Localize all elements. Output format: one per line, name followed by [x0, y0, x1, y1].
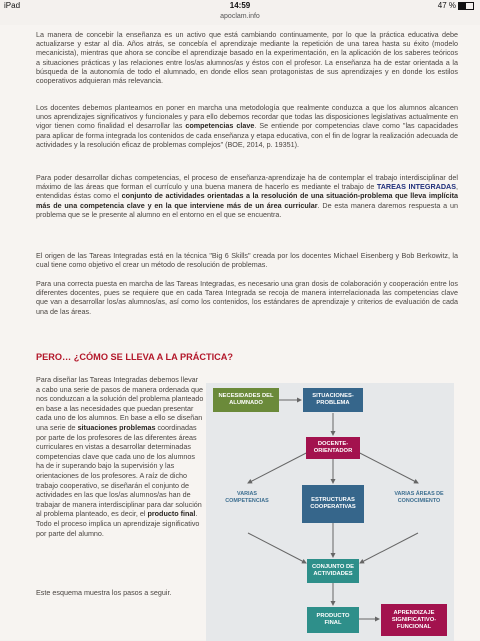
docente-node: DOCENTE-ORIENTADOR — [306, 437, 360, 459]
producto-node: PRODUCTO FINAL — [307, 607, 359, 633]
left-column-text: Para diseñar las Tareas Integradas debemos llevar a cabo una serie de pasos de manera ordenada que nos conduzcan a la solución del problema planteado en base a las necesidades que puedan presentar cada uno de los alumnos. En base a ello se diseñan una serie de situaciones problemas coordinadas por parte de los profesores de las diferentes áreas curriculares en vistas a desarrollar determinadas competencias clave que cada uno de los alumnos ha de ir superando bajo la supervisión y las orientaciones de los profesores. A raíz de dicho trabajo cooperativo, se diseñarán el conjunto de actividades en las que los/as alumnos/as han de trabajar de manera interdisciplinar para dar solución al problema planteado, es decir, el producto final. Todo el proceso implica un aprendizaje significativo por parte del alumno. — [36, 375, 204, 538]
battery-percent: 47 % — [437, 1, 456, 10]
necesidades-node: NECESIDADES DEL ALUMNADO — [213, 388, 279, 412]
battery-icon — [458, 2, 474, 10]
situaciones-node: SITUACIONES-PROBLEMA — [303, 388, 363, 412]
url-bar[interactable]: apoclam.info — [220, 13, 260, 20]
varias-areas-node: VARIAS ÁREAS DE CONOCIMIENTO — [394, 491, 444, 504]
paragraph-4: El origen de las Tareas Integradas está en la técnica "Big 6 Skills" creada por los docentes Michael Eisenberg y Bob Berkowitz, la cual tiene como objetivo el crear un método de resolución de problemas. — [36, 251, 458, 270]
section-heading: PERO… ¿CÓMO SE LLEVA A LA PRÁCTICA? — [36, 352, 234, 362]
carrier-label: iPad — [4, 1, 21, 10]
document-page — [0, 25, 480, 640]
tareas-integradas-term: TAREAS INTEGRADAS — [376, 182, 456, 192]
left-column-note: Este esquema muestra los pasos a seguir. — [36, 588, 172, 597]
paragraph-1: La manera de concebir la enseñanza es un activo que está cambiando continuamente, por lo que la práctica educativa debe actualizarse y estar al día. Años atrás, se concebía el aprendizaje mediante la repetición de una tarea hasta su éxito (modelo mecanicista), mientras que ahora se concibe el aprendizaje basado en la experimentación, en la aplicación de los saberes teóricos a situaciones prácticas y las relaciones entre los/as alumnos/as y éstos con el profesor. La enseñanza ha de estar orientada a la búsqueda de la autonomía de todo el alumnado, en donde ellos sean protagonistas de sus aprendizajes y en donde los estilos cooperativos adquieran más relevancia. — [36, 30, 458, 86]
clock: 14:59 — [229, 1, 251, 10]
estructuras-node: ESTRUCTURAS COOPERATIVAS — [302, 485, 364, 523]
paragraph-2: Los docentes debemos plantearnos en poner en marcha una metodología que realmente conduzca a que los alumnos alcancen unos aprendizajes significativos y funcionales y para ello debemos recordar que todas las disposiciones legislativas actualmente en vigor tienen como finalidad el desarrollar las competencias clave. Se entiende por competencias clave como "las capacidades para aplicar de forma integrada los contenidos de cada enseñanza y etapa educativa, con el fin de lograr la realización adecuada de actividades y la resolución eficaz de problemas complejos" (BOE, 2014, p. 19351). — [36, 103, 459, 149]
status-bar — [0, 0, 480, 13]
paragraph-5: Para una correcta puesta en marcha de las Tareas Integradas, es necesario una gran dosis de colaboración y cooperación entre los diferentes docentes, pues se requiere que en cada Tarea Integrada se recoja de manera interrelacionada las competencias clave que van a desarrollar los/as alumnos/as, así como los contenidos, los estándares de aprendizaje y criterios de evaluación de cada una de las áreas. — [36, 279, 458, 316]
paragraph-3: Para poder desarrollar dichas competencias, el proceso de enseñanza-aprendizaje ha de contemplar el trabajo interdisciplinar del máximo de las áreas que forman el currículo y una buena manera de hacerlo es mediante el trabajo de TAREAS INTEGRADAS, entendidas éstas como el conjunto de actividades orientadas a la resolución de una situación-problema que lleva implícita más de una competencia clave y en la que interviene más de un área curricular. De esta manera daremos respuesta a un problema que se le presente al alumno en el entorno en el que se encuentra. — [36, 173, 458, 219]
flow-diagram — [206, 383, 454, 641]
varias-competencias-node: VARIAS COMPETENCIAS — [225, 491, 269, 504]
competencias-clave-term: competencias clave — [185, 121, 255, 131]
battery-indicator — [438, 1, 474, 10]
aprendizaje-node: APRENDIZAJE SIGNIFICATIVO-FUNCIONAL — [381, 604, 447, 636]
conjunto-node: CONJUNTO DE ACTIVIDADES — [307, 559, 359, 583]
definition-term: conjunto de actividades orientadas a la resolución de una situación-problema que lleva implícita más de una competencia clave y en la que interviene más de un área curricular — [36, 191, 458, 210]
